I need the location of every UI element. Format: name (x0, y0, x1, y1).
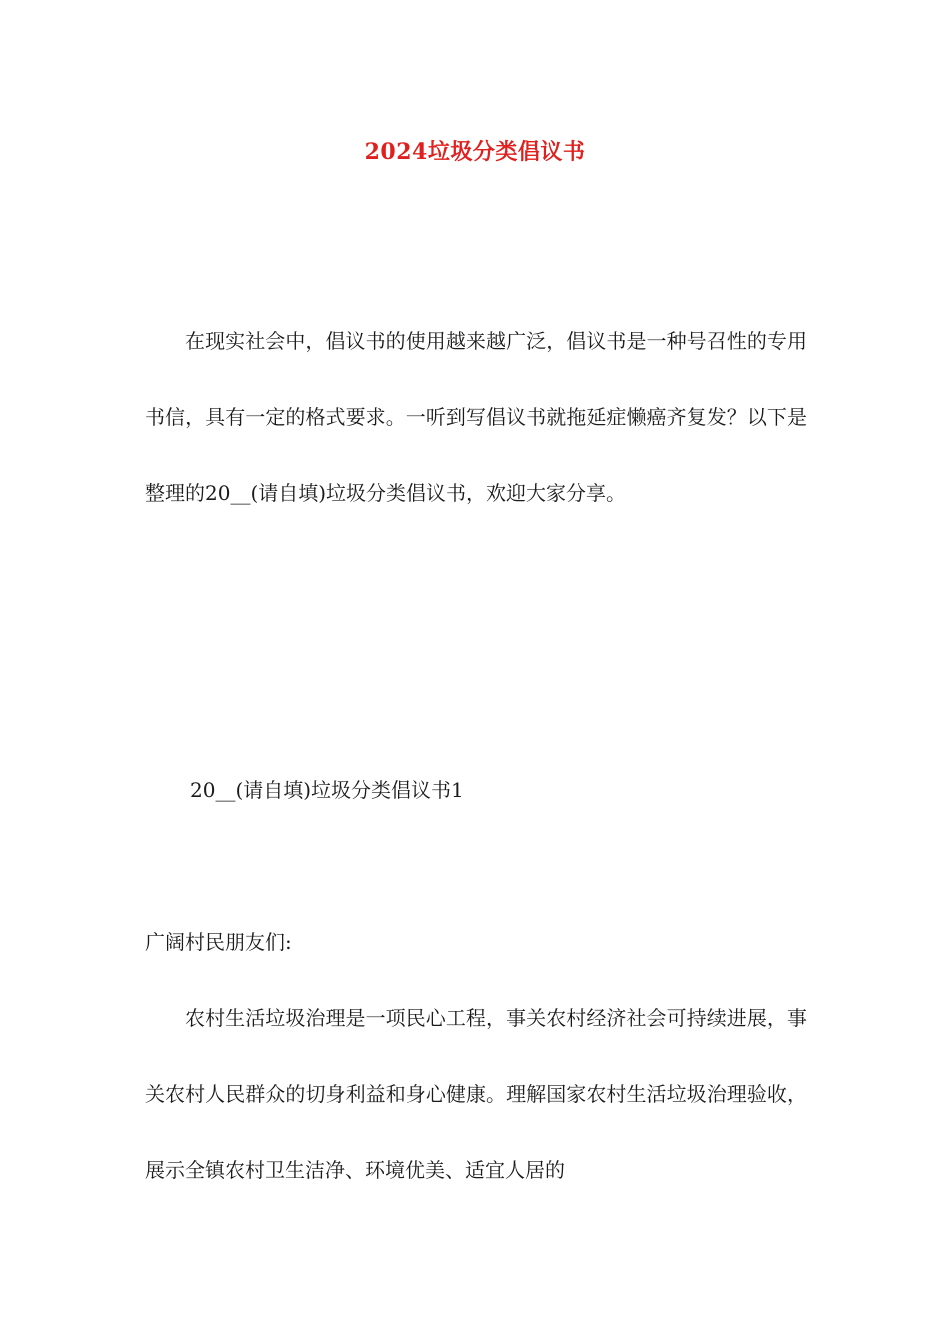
intro-paragraph: 在现实社会中，倡议书的使用越来越广泛，倡议书是一种号召性的专用书信，具有一定的格式要求。一听到写倡议书就拖延症懒癌齐复发？以下是整理的20__(请自填)垃圾分类倡议书，欢迎大家分享。 (145, 329, 807, 505)
document-title: 2024垃圾分类倡议书 (364, 139, 586, 165)
salutation: 广阔村民朋友们: (145, 930, 292, 954)
body-paragraph: 农村生活垃圾治理是一项民心工程，事关农村经济社会可持续进展，事关农村人民群众的切身利益和身心健康。理解国家农村生活垃圾治理验收，展示全镇农村卫生洁净、环境优美、适宜人居的 (145, 1006, 807, 1182)
section-heading: 20__(请自填)垃圾分类倡议书1 (190, 778, 464, 802)
